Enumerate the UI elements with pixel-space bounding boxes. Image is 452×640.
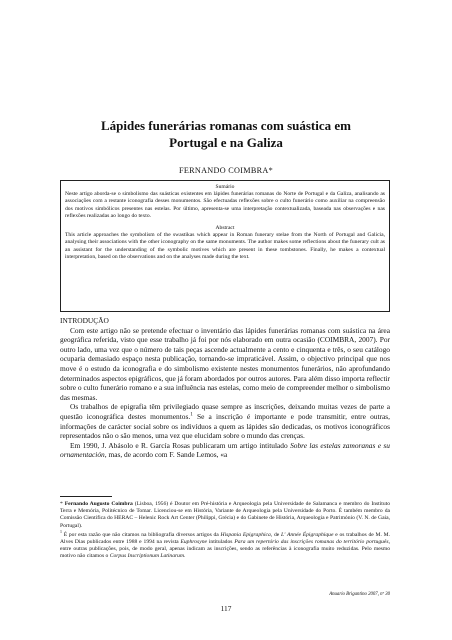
page-number: 117 bbox=[220, 604, 232, 613]
author-footnote-name: Fernando Augusto Coimbra bbox=[64, 501, 133, 507]
summary-heading: Sumário bbox=[215, 184, 235, 190]
footnote-1-italic-2: L' Année Épigraphique bbox=[281, 531, 334, 538]
abstract-heading: Abstract bbox=[215, 225, 235, 232]
footnote-1-text-e: , entre outras publicações, pois, de modo geral, apenas indicam as inscrições, sendo as referências à iconografia muito reduzidas. Pelo mesmo motivo não citamos o bbox=[60, 539, 390, 560]
paragraph-1: Com este artigo não se pretende efectuar o inventário das lápides funerárias romanas com suástica na área geográfica referida, visto que esse trabalho já foi por nós elaborado em outra ocasião (COIMBRA, 2007). Por outro lado, uma vez que o número de tais peças ascende actualmente a cento e cinquenta e três, o seu catálogo ocuparia demasiado espaço nesta publicação, tornando-se impraticável. Assim, o objectivo principal que nos move é o estudo da iconografia e do simbolismo existente nestes monumentos funerários, não aprofundando determinados aspectos epigráficos, que já foram abordados por outros autores. Para além disso importa reflectir sobre o culto funerário romano e a sua influência nas estelas, como meio de compreender melhor o simbolismo das mesmas. bbox=[60, 325, 391, 402]
journal-reference: Anuario Brigantino 2007, nº 30 bbox=[329, 592, 390, 597]
author-footnote-text: (Lisboa, 1956) é Doutor em Pré-história e Arqueologia pela Universidade de Salamanca e membro do Instituto Terra e Memória, Politécnico de Tomar. Licenciou-se em História, Variante de Arqueologia pela Universidade do Porto. É também membro da Comissão Científica do HERAC – Helenic Rock Art Center (Philippi, Grécia) e do Gabinete de História, Arqueologia e Património (V. N. de Gaia, Portugal). bbox=[60, 501, 390, 529]
footnote-1-italic-4: Para um repertório das inscrições romanas do território português bbox=[234, 539, 389, 546]
article-title bbox=[60, 117, 392, 151]
footnote-1-text-b: , de bbox=[270, 531, 281, 538]
footnote-1-text-a: É por esta razão que não citamos na bibliografia diversos artigos da bbox=[61, 531, 221, 538]
paragraph-3-italic: Sobre las estelas zamoranas e su ornamentación bbox=[60, 440, 390, 460]
footnotes bbox=[60, 501, 390, 563]
footnote-1-italic-1: Hispania Epigraphica bbox=[220, 531, 271, 538]
author-name: FERNANDO COIMBRA* bbox=[178, 166, 274, 175]
title-line-1: Lápides funerárias romanas com suástica em bbox=[100, 118, 351, 133]
main-text bbox=[60, 316, 390, 460]
footnote-ref-1: 1 bbox=[190, 411, 193, 418]
footnote-1-text-c: e os trabalhos de M. M. Alves Dias publicados entre 1988 e 1994 na revista bbox=[60, 531, 390, 546]
summary-text: Neste artigo aborda-se o simbolismo das suásticas existentes em lápides funerárias romanas do Norte de Portugal e da Galiza, analisando as associações com a restante iconografia desses monumentos. São efectuadas reflexões sobre o culto funerário como auxiliar na compreensão dos motivos simbólicos presentes nas estelas. Por último, apresenta-se uma interpretação contextualizada, baseada nas observações e nas reflexões realizadas ao longo do texto. bbox=[65, 191, 385, 219]
footnote-1-number: 1 bbox=[60, 529, 62, 534]
abstract-box bbox=[60, 180, 390, 312]
section-title: INTRODUÇÃO bbox=[60, 316, 109, 325]
footnote-1-text-f: . bbox=[184, 553, 186, 560]
footnote-1-italic-3: Euphrosyne bbox=[180, 539, 207, 546]
paragraph-3 bbox=[60, 441, 390, 460]
author-footnote: * Fernando Augusto Coimbra (Lisboa, 1956) é Doutor em Pré-história e Arqueologia pela Universidade de Salamanca e membro do Instituto Terra e Memória, Politécnico de Tomar. Licenciou-se em História, Variante de Arqueologia pela Universidade do Porto. É também membro da Comissão Científica do HERAC – Helenic Rock Art Center (Philippi, Grécia) e do Gabinete de História, Arqueologia e Património (V. N. de Gaia, Portugal). bbox=[60, 501, 390, 529]
footnote-1-italic-5: Corpus Inscriptionum Latinarum bbox=[109, 553, 184, 560]
abstract-text: This article approaches the symbolism of the swastikas which appear in Roman funerary stelae from the North of Portugal and Galicia, analysing their associations with the other iconography on the same monuments. The author makes some reflections about the funerary cult as an assistant for the understanding of the symbolic motives which are present in these tombstones. Finally, he makes a contextual interpretation, based on the observations and on the analyses made during the text. bbox=[65, 232, 385, 260]
paragraph-2-text-b: Se a inscrição é importante e pode transmitir, entre outras, informações de carácter social sobre os indivíduos a quem as lápides são dedicadas, os motivos iconográficos representados não o são menos, uma vez que elucidam sobre o mundo das crenças. bbox=[60, 411, 390, 441]
footnote-1 bbox=[60, 529, 390, 561]
paragraph-3-text-b: , mas, de acordo com F. Sande Lemos, «a bbox=[104, 450, 228, 460]
footnote-1-text-d: intitulados bbox=[206, 539, 235, 546]
footnote-divider bbox=[60, 496, 112, 497]
paragraph-3-text-a: Em 1990, J. Abásolo e R. García Rosas publicaram um artigo intitulado bbox=[70, 440, 291, 450]
paragraph-2 bbox=[60, 402, 390, 440]
title-line-2: Portugal e na Galiza bbox=[169, 135, 283, 150]
paragraph-2-text-a: Os trabalhos de epigrafia têm privilegiado quase sempre as inscrições, deixando muitas vezes de parte a questão iconográfica destes monumentos. bbox=[60, 402, 390, 421]
